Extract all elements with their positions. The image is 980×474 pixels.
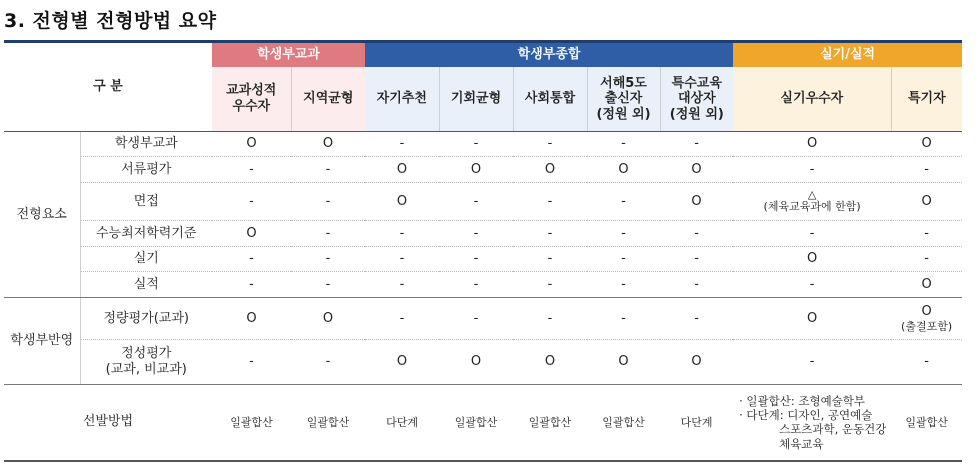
cell: O: [733, 247, 891, 272]
cell: -: [891, 157, 962, 183]
cell: -: [291, 272, 365, 298]
col-header: 실기우수자: [733, 67, 891, 132]
cell: -: [587, 298, 660, 340]
cell: -: [365, 247, 439, 272]
cell: -: [513, 247, 587, 272]
cell: -: [660, 298, 733, 340]
cell: -: [439, 183, 513, 221]
cell: O: [291, 298, 365, 340]
cell: -: [513, 221, 587, 247]
cell: -: [660, 272, 733, 298]
col-header: 교과성적 우수자: [212, 67, 291, 132]
page-title: 3. 전형별 전형방법 요약: [4, 10, 217, 32]
gubun-header: 구 분: [4, 42, 212, 132]
col-header: 자기추천: [365, 67, 439, 132]
cell: -: [291, 157, 365, 183]
cell: -: [365, 221, 439, 247]
cell: O: [891, 132, 962, 157]
col-header: 서해5도 출신자 (정원 외): [587, 67, 660, 132]
cell: -: [587, 221, 660, 247]
cell: -: [291, 183, 365, 221]
cell: -: [212, 157, 291, 183]
cell: -: [212, 340, 291, 385]
cell-with-note: [891, 298, 962, 340]
silgi-method-cell: [733, 385, 891, 461]
section-label: 전형요소: [4, 132, 80, 298]
cell: O: [733, 298, 891, 340]
table-row: [4, 385, 962, 461]
cell-with-note: [733, 183, 891, 221]
method-line: 스포츠과학, 운동건강: [779, 422, 887, 437]
cell: O: [660, 157, 733, 183]
table-row: [4, 272, 962, 298]
cell: O: [513, 340, 587, 385]
cell: -: [733, 157, 891, 183]
cell: -: [513, 183, 587, 221]
cell: -: [291, 340, 365, 385]
row-label: 정량평가(교과): [80, 298, 212, 340]
group-jonghap: 학생부종합: [365, 42, 733, 68]
cell: -: [513, 272, 587, 298]
cell-note: (출결포함): [901, 319, 953, 333]
selection-summary-table: [4, 40, 962, 462]
cell: -: [733, 340, 891, 385]
cell: -: [660, 221, 733, 247]
cell: △: [807, 188, 817, 202]
cell: O: [921, 304, 932, 320]
table-row: [4, 298, 962, 340]
row-label: 선발방법: [4, 385, 212, 461]
cell: O: [660, 183, 733, 221]
cell: O: [587, 340, 660, 385]
row-label: 서류평가: [80, 157, 212, 183]
cell: -: [365, 132, 439, 157]
cell: -: [439, 298, 513, 340]
cell: -: [660, 132, 733, 157]
cell: -: [365, 272, 439, 298]
cell: O: [513, 157, 587, 183]
col-header: 사회통합: [513, 67, 587, 132]
cell-note: (체육교육과에 한함): [763, 200, 861, 214]
cell: -: [891, 340, 962, 385]
cell: -: [587, 272, 660, 298]
col-header: 특수교육 대상자 (정원 외): [660, 67, 733, 132]
cell: O: [587, 157, 660, 183]
method-line: · 다단계: 디자인, 공연예술: [739, 407, 873, 422]
cell: -: [891, 247, 962, 272]
cell: -: [660, 247, 733, 272]
cell: 일괄합산: [891, 385, 962, 461]
table-row: [4, 221, 962, 247]
cell: 다단계: [365, 385, 439, 461]
cell: -: [439, 272, 513, 298]
cell: O: [891, 272, 962, 298]
cell: -: [439, 221, 513, 247]
method-line: 체육교육: [779, 436, 824, 451]
group-header-row: [4, 42, 962, 68]
col-header: 특기자: [891, 67, 962, 132]
cell: O: [212, 298, 291, 340]
cell: -: [365, 298, 439, 340]
cell: -: [439, 132, 513, 157]
cell: -: [212, 247, 291, 272]
group-silgi: 실기/실적: [733, 42, 962, 68]
cell: O: [439, 340, 513, 385]
cell: 일괄합산: [212, 385, 291, 461]
cell: -: [291, 247, 365, 272]
cell: O: [439, 157, 513, 183]
cell: -: [513, 298, 587, 340]
row-label: 면접: [80, 183, 212, 221]
row-label: 학생부교과: [80, 132, 212, 157]
cell: -: [291, 221, 365, 247]
table-row: [4, 340, 962, 385]
table-row: [4, 247, 962, 272]
table-row: [4, 183, 962, 221]
cell: -: [513, 132, 587, 157]
cell: -: [587, 183, 660, 221]
cell: O: [733, 132, 891, 157]
table-row: [4, 132, 962, 157]
row-label: 정성평가 (교과, 비교과): [80, 340, 212, 385]
cell: 일괄합산: [291, 385, 365, 461]
group-gyogwa: 학생부교과: [212, 42, 365, 68]
cell: 다단계: [660, 385, 733, 461]
cell: -: [587, 247, 660, 272]
method-line: · 일괄합산: 조형예술학부: [739, 393, 866, 408]
cell: O: [212, 221, 291, 247]
cell: O: [212, 132, 291, 157]
col-header: 지역균형: [291, 67, 365, 132]
cell: O: [365, 157, 439, 183]
cell: -: [891, 221, 962, 247]
row-label: 실적: [80, 272, 212, 298]
cell: O: [365, 183, 439, 221]
col-header: 기회균형: [439, 67, 513, 132]
cell: O: [660, 340, 733, 385]
cell: 일괄합산: [513, 385, 587, 461]
cell: 일괄합산: [587, 385, 660, 461]
table-row: [4, 157, 962, 183]
cell: -: [439, 247, 513, 272]
row-label: 수능최저학력기준: [80, 221, 212, 247]
cell: -: [733, 272, 891, 298]
cell: 일괄합산: [439, 385, 513, 461]
cell: O: [291, 132, 365, 157]
cell: O: [891, 183, 962, 221]
row-label: 실기: [80, 247, 212, 272]
cell: -: [733, 221, 891, 247]
cell: -: [212, 183, 291, 221]
cell: -: [212, 272, 291, 298]
cell: -: [587, 132, 660, 157]
section-label: 학생부반영: [4, 298, 80, 385]
cell: O: [365, 340, 439, 385]
